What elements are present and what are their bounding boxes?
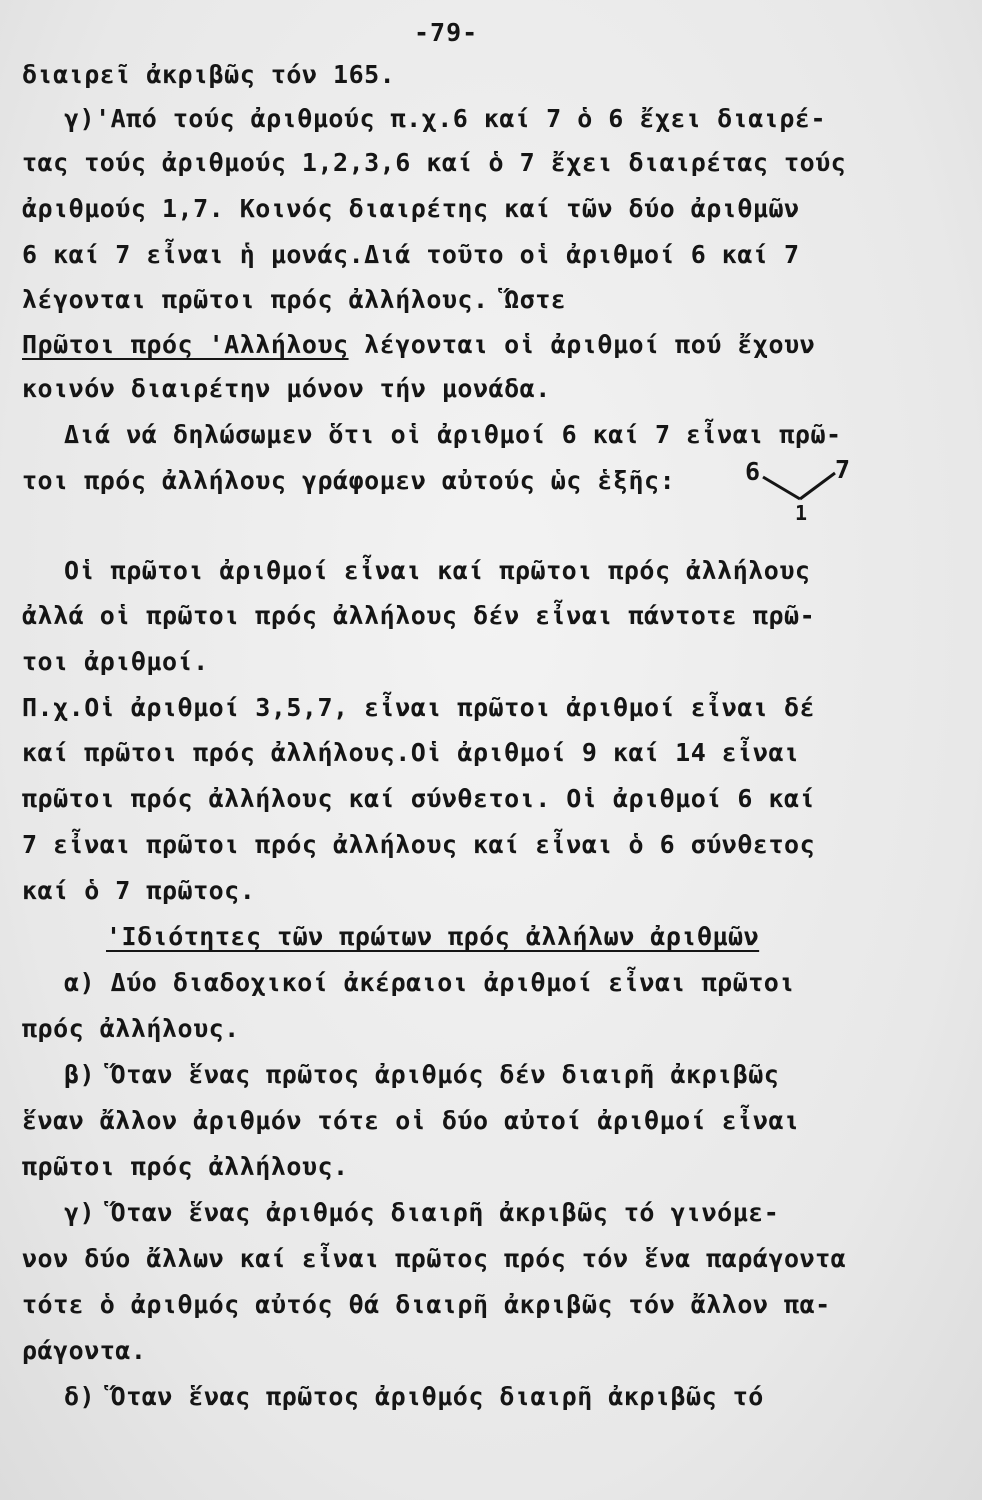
text-line-5: 6 καί 7 εἶναι ἡ μονάς.Διά τοῦτο οἱ ἀριθμοί 6 καί 7: [22, 240, 800, 269]
diagram-right-number: 7: [835, 455, 851, 484]
text-line-23: ἕναν ἄλλον ἀριθμόν τότε οἱ δύο αὐτοί ἀριθμοί εἶναι: [22, 1106, 800, 1135]
text-line-14: Π.χ.Οἱ ἀριθμοί 3,5,7, εἶναι πρῶτοι ἀριθμοί εἶναι δέ: [22, 693, 816, 722]
text-line-17: 7 εἶναι πρῶτοι πρός ἀλλήλους καί εἶναι ὁ 6 σύνθετος: [22, 830, 816, 859]
text-line-12: ἀλλά οἱ πρῶτοι πρός ἀλλήλους δέν εἶναι πάντοτε πρῶ-: [22, 601, 816, 630]
text-line-16: πρῶτοι πρός ἀλλήλους καί σύνθετοι. Οἱ ἀριθμοί 6 καί: [22, 784, 816, 813]
text-line-8: κοινόν διαιρέτην μόνον τήν μονάδα.: [22, 374, 551, 403]
text-line-9: Διά νά δηλώσωμεν ὅτι οἱ ἀριθμοί 6 καί 7 εἶναι πρῶ-: [64, 420, 842, 449]
text-line-26: νον δύο ἄλλων καί εἶναι πρῶτος πρός τόν ἕνα παράγοντα: [22, 1244, 847, 1273]
text-line-13: τοι ἀριθμοί.: [22, 647, 209, 676]
page-number: -79-: [414, 18, 479, 47]
property-a: α) Δύο διαδοχικοί ἀκέραιοι ἀριθμοί εἶναι πρῶτοι: [64, 968, 795, 997]
text-line-2: γ)'Από τούς ἀριθμούς π.χ.6 καί 7 ὁ 6 ἔχει διαιρέ-: [64, 104, 827, 133]
text-line-18: καί ὁ 7 πρῶτος.: [22, 876, 256, 905]
property-d: δ) Ὅταν ἕνας πρῶτος ἀριθμός διαιρῆ ἀκριβῶς τό: [64, 1382, 764, 1411]
definition-term: Πρῶτοι πρός 'Αλλήλους: [22, 330, 349, 359]
text-line-10: τοι πρός ἀλλήλους γράφομεν αὐτούς ὡς ἑξῆς:: [22, 466, 676, 495]
section-heading: 'Ιδιότητες τῶν πρώτων πρός ἀλλήλων ἀριθμῶν: [106, 922, 760, 951]
text-line-1: διαιρεῖ ἀκριβῶς τόν 165.: [22, 60, 396, 89]
text-line-21: πρός ἀλλήλους.: [22, 1014, 240, 1043]
diagram-bottom-number: 1: [795, 501, 808, 525]
text-line-24: πρῶτοι πρός ἀλλήλους.: [22, 1152, 349, 1181]
text-line-11: Οἱ πρῶτοι ἀριθμοί εἶναι καί πρῶτοι πρός ἀλλήλους: [64, 556, 811, 585]
diagram-lines: [735, 455, 855, 530]
diagram-left-number: 6: [745, 457, 761, 486]
definition-text: λέγονται οἱ ἀριθμοί πού ἔχουν: [364, 330, 816, 359]
text-line-28: ράγοντα.: [22, 1336, 147, 1365]
text-line-15: καί πρῶτοι πρός ἀλλήλους.Οἱ ἀριθμοί 9 καί 14 εἶναι: [22, 738, 800, 767]
text-line-6: λέγονται πρῶτοι πρός ἀλλήλους. Ὥστε: [22, 285, 567, 314]
property-c: γ) Ὅταν ἕνας ἀριθμός διαιρῆ ἀκριβῶς τό γινόμε-: [64, 1198, 780, 1227]
definition-line: [22, 330, 815, 359]
text-line-3: τας τούς ἀριθμούς 1,2,3,6 καί ὁ 7 ἔχει διαιρέτας τούς: [22, 148, 847, 177]
coprime-diagram: [735, 455, 855, 530]
text-line-4: ἀριθμούς 1,7. Κοινός διαιρέτης καί τῶν δύο ἀριθμῶν: [22, 194, 800, 223]
property-b: β) Ὅταν ἕνας πρῶτος ἀριθμός δέν διαιρῆ ἀκριβῶς: [64, 1060, 780, 1089]
text-line-27: τότε ὁ ἀριθμός αὐτός θά διαιρῆ ἀκριβῶς τόν ἄλλον πα-: [22, 1290, 831, 1319]
